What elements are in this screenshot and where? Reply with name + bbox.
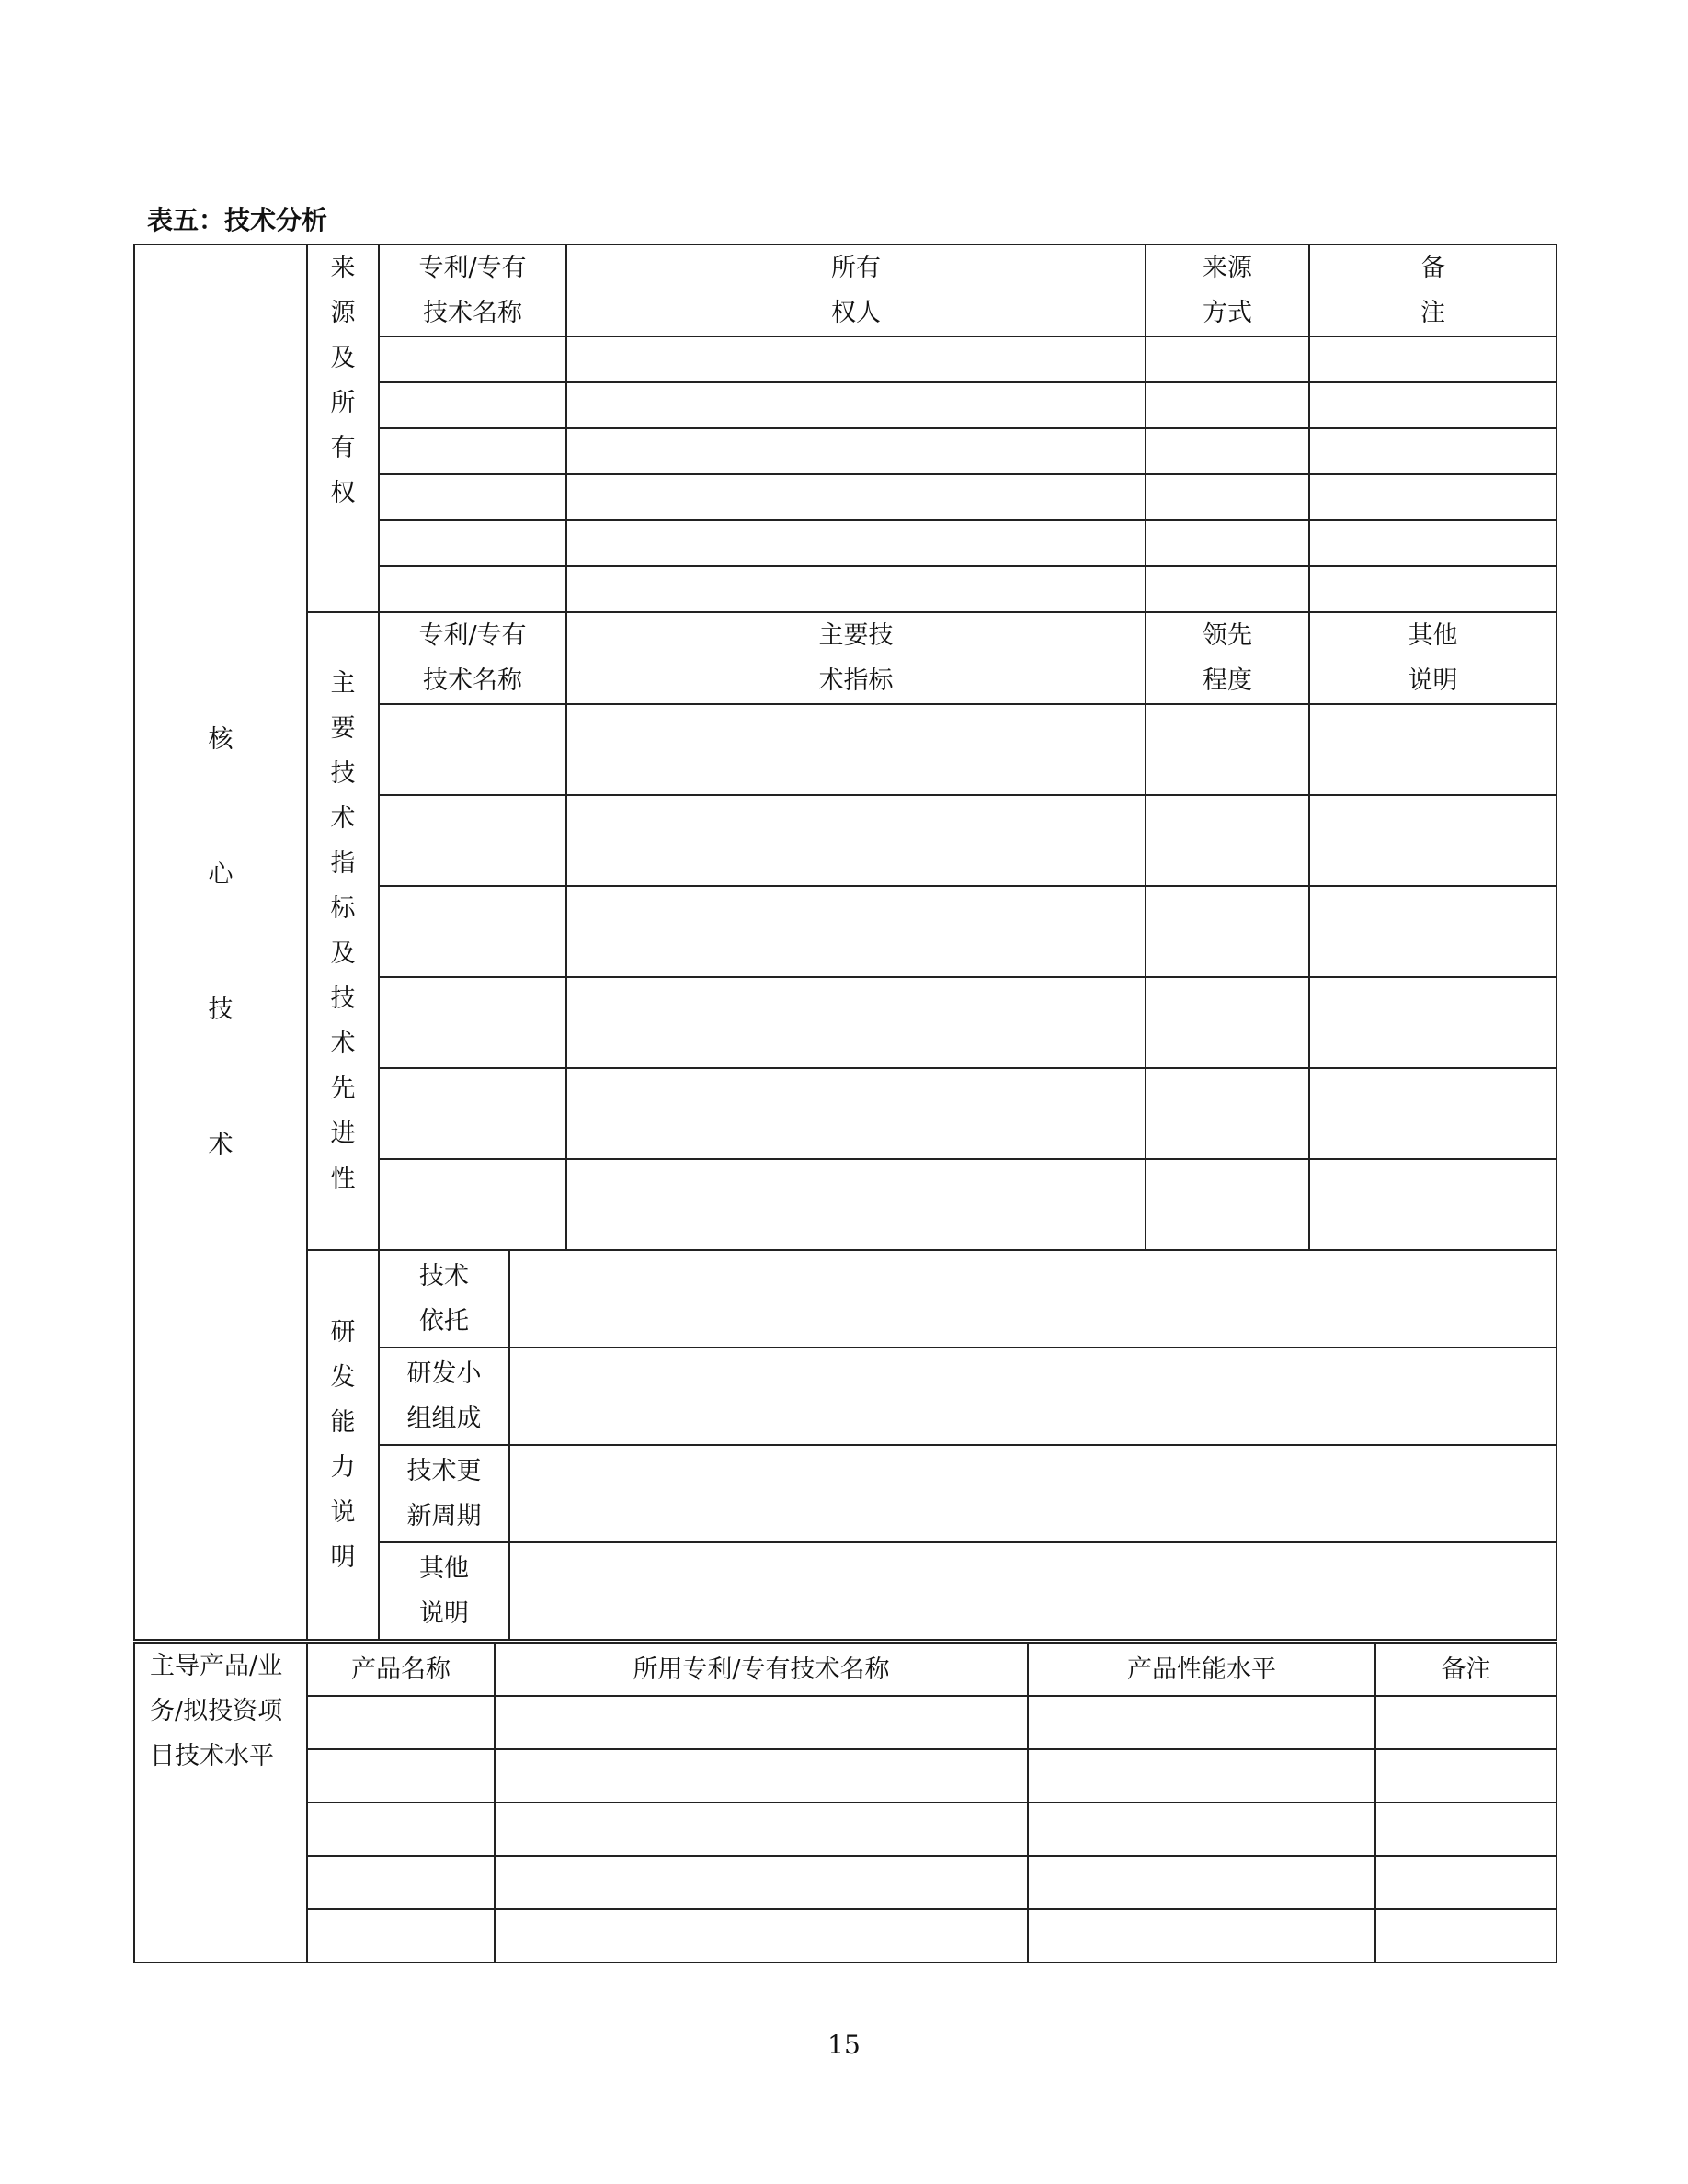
products-cell[interactable] xyxy=(1028,1696,1375,1749)
indicators-cell[interactable] xyxy=(566,1068,1146,1159)
indicators-header-lead: 领先 程度 xyxy=(1146,612,1309,704)
products-row xyxy=(134,1803,1557,1856)
indicators-cell[interactable] xyxy=(1309,704,1557,795)
indicators-cell[interactable] xyxy=(1309,795,1557,886)
indicators-cell[interactable] xyxy=(1309,1159,1557,1250)
tech-analysis-table xyxy=(133,244,1557,1641)
products-cell[interactable] xyxy=(307,1803,495,1856)
ownership-cell[interactable] xyxy=(1309,336,1557,382)
products-cell[interactable] xyxy=(495,1749,1028,1803)
ownership-label-cell xyxy=(307,245,379,612)
products-row xyxy=(134,1909,1557,1962)
rnd-label: 研发能力说明 xyxy=(330,1318,356,1572)
ownership-cell[interactable] xyxy=(1146,520,1309,566)
indicators-cell[interactable] xyxy=(1146,1159,1309,1250)
products-label: 主导产品/业 务/拟投资项 目技术水平 xyxy=(134,1643,307,1962)
products-cell[interactable] xyxy=(307,1909,495,1962)
products-cell[interactable] xyxy=(307,1749,495,1803)
ownership-cell[interactable] xyxy=(379,474,566,520)
products-cell[interactable] xyxy=(1375,1749,1557,1803)
products-header-performance: 产品性能水平 xyxy=(1028,1643,1375,1696)
indicators-label-cell xyxy=(307,612,379,1250)
products-header-name: 产品名称 xyxy=(307,1643,495,1696)
rnd-item-basis: 技术 依托 xyxy=(379,1250,509,1348)
indicators-cell[interactable] xyxy=(566,1159,1146,1250)
products-cell[interactable] xyxy=(1375,1856,1557,1909)
products-cell[interactable] xyxy=(1375,1696,1557,1749)
ownership-header-source: 来源 方式 xyxy=(1146,245,1309,336)
ownership-cell[interactable] xyxy=(1146,382,1309,428)
indicators-cell[interactable] xyxy=(1146,704,1309,795)
rnd-label-cell xyxy=(307,1250,379,1640)
products-cell[interactable] xyxy=(1375,1803,1557,1856)
ownership-cell[interactable] xyxy=(1309,428,1557,474)
products-header-patent: 所用专利/专有技术名称 xyxy=(495,1643,1028,1696)
ownership-cell[interactable] xyxy=(566,428,1146,474)
products-cell[interactable] xyxy=(1028,1909,1375,1962)
ownership-cell[interactable] xyxy=(1146,566,1309,612)
rnd-value-team[interactable] xyxy=(509,1348,1557,1445)
indicators-cell[interactable] xyxy=(566,886,1146,977)
ownership-cell[interactable] xyxy=(379,566,566,612)
indicators-cell[interactable] xyxy=(1146,795,1309,886)
ownership-cell[interactable] xyxy=(1146,428,1309,474)
indicators-cell[interactable] xyxy=(1309,886,1557,977)
indicators-cell[interactable] xyxy=(379,977,566,1068)
ownership-cell[interactable] xyxy=(566,520,1146,566)
rnd-value-cycle[interactable] xyxy=(509,1445,1557,1542)
rnd-value-other[interactable] xyxy=(509,1542,1557,1640)
products-table xyxy=(133,1642,1557,1963)
indicators-cell[interactable] xyxy=(379,1068,566,1159)
ownership-cell[interactable] xyxy=(1146,474,1309,520)
indicators-header-other: 其他 说明 xyxy=(1309,612,1557,704)
products-cell[interactable] xyxy=(495,1856,1028,1909)
products-cell[interactable] xyxy=(495,1696,1028,1749)
ownership-header-owner: 所有 权人 xyxy=(566,245,1146,336)
indicators-cell[interactable] xyxy=(379,704,566,795)
indicators-cell[interactable] xyxy=(379,886,566,977)
table-title: 表五：技术分析 xyxy=(147,205,328,235)
ownership-cell[interactable] xyxy=(379,336,566,382)
products-cell[interactable] xyxy=(1028,1856,1375,1909)
indicators-cell[interactable] xyxy=(1309,977,1557,1068)
ownership-cell[interactable] xyxy=(1309,520,1557,566)
ownership-cell[interactable] xyxy=(379,428,566,474)
indicators-cell[interactable] xyxy=(566,704,1146,795)
ownership-header-notes: 备 注 xyxy=(1309,245,1557,336)
ownership-cell[interactable] xyxy=(566,382,1146,428)
products-cell[interactable] xyxy=(1028,1803,1375,1856)
indicators-cell[interactable] xyxy=(566,977,1146,1068)
products-cell[interactable] xyxy=(1028,1749,1375,1803)
products-row xyxy=(134,1856,1557,1909)
products-row xyxy=(134,1696,1557,1749)
ownership-cell[interactable] xyxy=(1309,474,1557,520)
ownership-cell[interactable] xyxy=(566,336,1146,382)
products-cell[interactable] xyxy=(495,1803,1028,1856)
rnd-item-cycle: 技术更 新周期 xyxy=(379,1445,509,1542)
core-tech-label: 核心技术 xyxy=(208,725,234,1159)
indicators-label: 主要技术指标及技术先进性 xyxy=(330,669,356,1193)
ownership-cell[interactable] xyxy=(379,382,566,428)
rnd-item-other: 其他 说明 xyxy=(379,1542,509,1640)
ownership-label: 来源及所有权 xyxy=(330,254,356,507)
rnd-value-basis[interactable] xyxy=(509,1250,1557,1348)
indicators-cell[interactable] xyxy=(1309,1068,1557,1159)
page-number: 15 xyxy=(827,2030,861,2060)
indicators-cell[interactable] xyxy=(1146,977,1309,1068)
products-header-notes: 备注 xyxy=(1375,1643,1557,1696)
products-cell[interactable] xyxy=(307,1696,495,1749)
products-cell[interactable] xyxy=(1375,1909,1557,1962)
ownership-cell[interactable] xyxy=(566,474,1146,520)
ownership-header-name: 专利/专有 技术名称 xyxy=(379,245,566,336)
products-cell[interactable] xyxy=(495,1909,1028,1962)
core-tech-label-cell xyxy=(134,245,307,1640)
ownership-cell[interactable] xyxy=(566,566,1146,612)
ownership-cell[interactable] xyxy=(1309,566,1557,612)
ownership-cell[interactable] xyxy=(379,520,566,566)
indicators-header-name: 专利/专有 技术名称 xyxy=(379,612,566,704)
products-cell[interactable] xyxy=(307,1856,495,1909)
rnd-item-team: 研发小 组组成 xyxy=(379,1348,509,1445)
indicators-cell[interactable] xyxy=(379,795,566,886)
indicators-cell[interactable] xyxy=(566,795,1146,886)
indicators-cell[interactable] xyxy=(1146,886,1309,977)
ownership-cell[interactable] xyxy=(1309,382,1557,428)
indicators-header-metrics: 主要技 术指标 xyxy=(566,612,1146,704)
indicators-cell[interactable] xyxy=(379,1159,566,1250)
ownership-cell[interactable] xyxy=(1146,336,1309,382)
indicators-cell[interactable] xyxy=(1146,1068,1309,1159)
products-row xyxy=(134,1749,1557,1803)
